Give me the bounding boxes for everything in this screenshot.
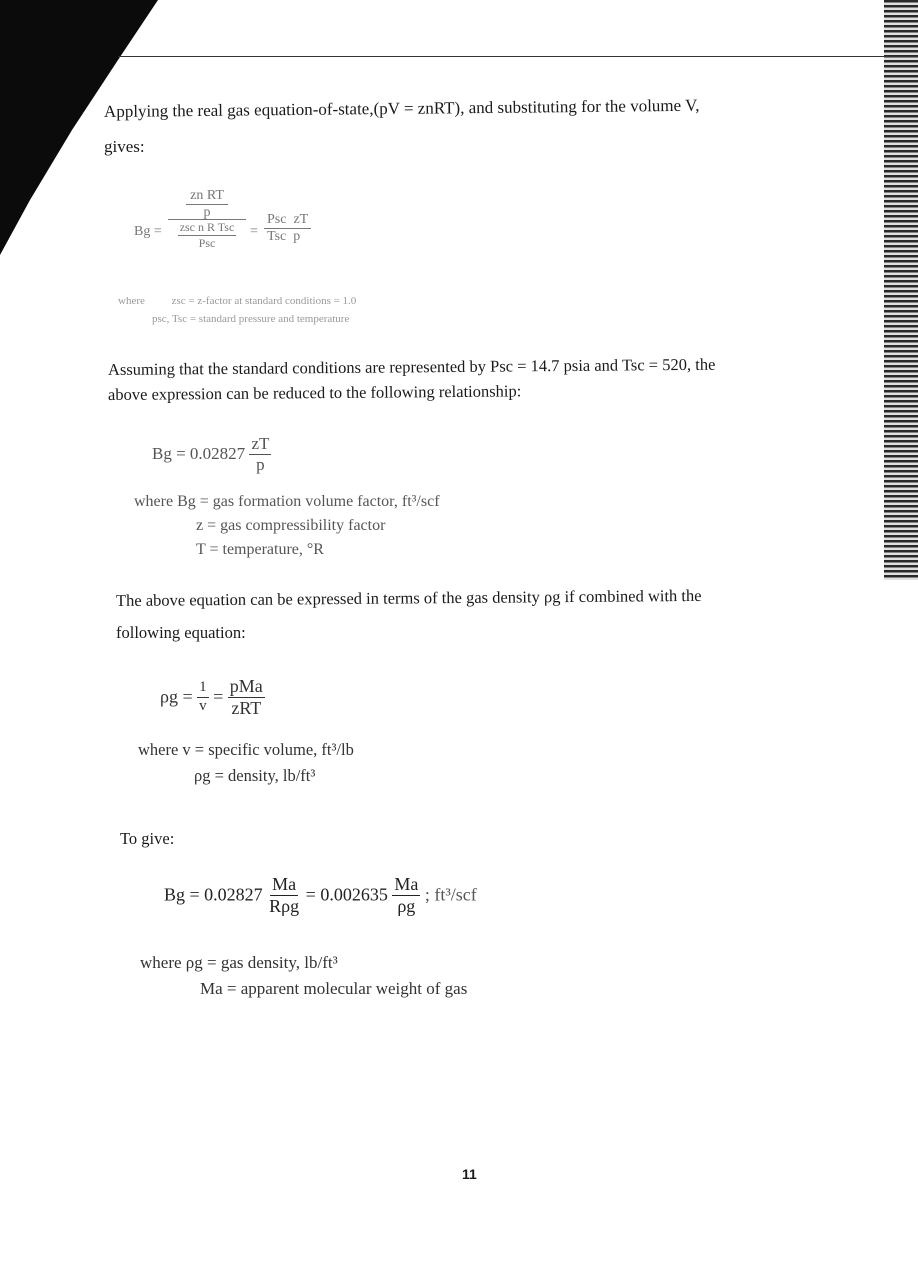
eq1-den-den: Psc — [198, 236, 216, 250]
eq1-main-fraction — [168, 188, 246, 251]
eq4-den1: Rρg — [269, 895, 300, 916]
eq2-num: zT — [251, 434, 270, 453]
assume-line-2: above expression can be reduced to the following relationship: — [107, 381, 522, 404]
where3-line-1: where v = specific volume, ft³/lb — [138, 740, 354, 759]
eq4-lhs: Bg = 0.02827 — [164, 884, 263, 905]
eq4-den2: ρg — [397, 895, 416, 916]
intro-line-2: gives: — [104, 137, 145, 156]
scan-shadow — [0, 0, 170, 260]
eq3-equals: = — [213, 686, 224, 707]
eq2-lhs: Bg = 0.02827 — [152, 444, 246, 464]
eq4-num2: Ma — [394, 874, 419, 894]
eq3-num2: pMa — [229, 676, 263, 696]
density-line-1: The above equation can be expressed in terms of the gas density ρg if combined with the — [115, 585, 702, 610]
eq1-inner-num: zn RT — [186, 188, 228, 205]
where2-line-1: where Bg = gas formation volume factor, ft³/scf — [134, 493, 440, 510]
eq4-mid: = 0.002635 — [305, 884, 388, 905]
eq3-den1: v — [199, 697, 207, 714]
eq1-equals: = — [250, 224, 258, 239]
where-block-2 — [134, 490, 440, 562]
eq2-den: p — [256, 454, 265, 474]
where-block-4 — [140, 950, 467, 1002]
page-number: 11 — [462, 1166, 477, 1182]
where1-label: where — [118, 295, 145, 307]
eq1-rhs-den-right: p — [293, 229, 301, 244]
where3-line-2: ρg = density, lb/ft³ — [194, 766, 316, 785]
density-line-2: following equation: — [116, 623, 246, 642]
eq3-lhs: ρg = — [160, 686, 193, 707]
where2-line-3: T = temperature, °R — [196, 541, 324, 558]
where2-line-2: z = gas compressibility factor — [196, 517, 386, 534]
eq1-den-num: zsc n R Tsc — [179, 220, 235, 234]
to-give: To give: — [120, 829, 175, 848]
eq1-inner-den: p — [203, 205, 211, 220]
intro-line-1: Applying the real gas equation-of-state,(pV = znRT), and substituting for the volume V, — [103, 95, 700, 121]
equation-bg-simplified — [152, 434, 271, 474]
eq1-rhs — [264, 212, 311, 245]
where4-line-1: where ρg = gas density, lb/ft³ — [140, 953, 338, 972]
where1-line-1: zsc = z-factor at standard conditions = 1.0 — [171, 295, 357, 307]
eq1-rhs-num-right: zT — [293, 212, 309, 227]
equation-gas-density — [160, 676, 265, 718]
header-rule — [118, 56, 918, 57]
eq1-lhs: Bg = — [134, 224, 162, 239]
eq4-unit: ; ft³/scf — [424, 884, 477, 905]
where-block-3 — [138, 737, 354, 789]
where-block-1 — [118, 292, 356, 328]
assume-line-1: Assuming that the standard conditions are represented by Psc = 14.7 psia and Tsc = 520, the — [107, 354, 716, 379]
equation-bg-density — [164, 874, 477, 916]
eq3-den2: zRT — [231, 697, 262, 718]
where1-line-2: psc, Tsc = standard pressure and temperature — [152, 313, 350, 325]
eq3-num1: 1 — [197, 679, 209, 697]
where4-line-2: Ma = apparent molecular weight of gas — [200, 979, 468, 998]
scan-edge-strip — [884, 0, 918, 580]
eq4-num1: Ma — [272, 874, 297, 894]
eq1-rhs-num-left: Psc — [267, 212, 287, 227]
eq1-rhs-den-left: Tsc — [267, 229, 287, 244]
